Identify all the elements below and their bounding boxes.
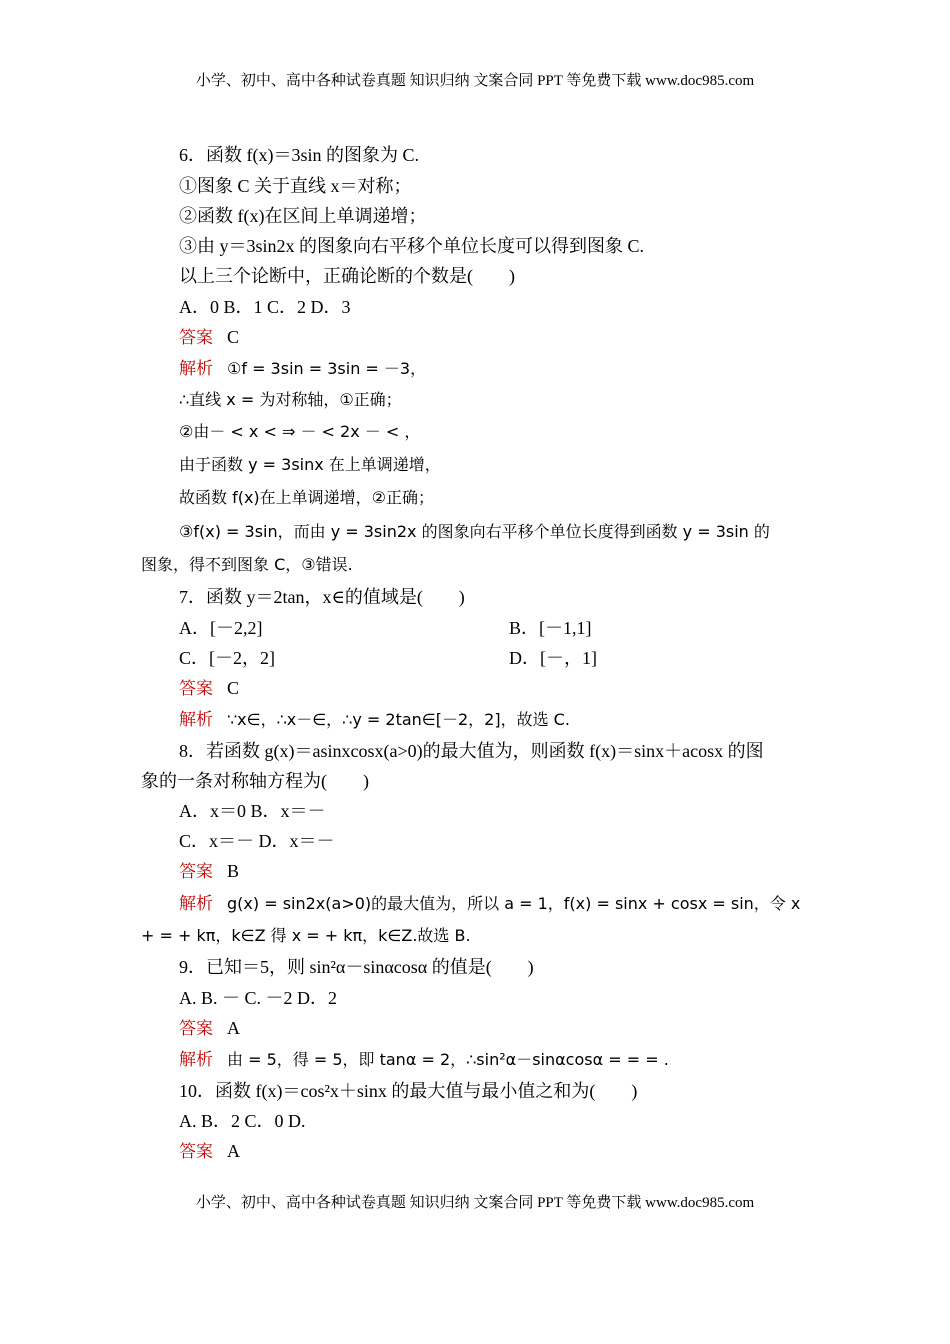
q7-option-c: C．[－2，2] — [179, 648, 275, 668]
q8-answer-line — [179, 859, 239, 884]
q8-analysis-2: + = + kπ，k∈Z 得 x = + kπ，k∈Z.故选 B. — [141, 926, 471, 945]
q7-stem: 7．函数 y＝2tan，x∈的值域是( ) — [179, 587, 465, 607]
q6-answer-line — [179, 325, 239, 350]
q9-answer: A — [227, 1018, 240, 1038]
q7-analysis-line — [179, 707, 570, 732]
analysis-label: 解析 — [179, 894, 213, 914]
answer-label: 答案 — [179, 1019, 213, 1039]
q8-analysis-1: g(x) = sin2x(a>0)的最大值为，所以 a = 1，f(x) = sinx + cosx = sin，令 x — [227, 894, 801, 913]
q7-option-b: B．[－1,1] — [509, 618, 592, 638]
analysis-label: 解析 — [179, 1050, 213, 1070]
q6-stem: 6．函数 f(x)＝3sin 的图象为 C. — [179, 145, 419, 165]
q6-statement-3: ③由 y＝3sin2x 的图象向右平移个单位长度可以得到图象 C. — [179, 236, 645, 256]
q6-analysis-1: ①f = 3sin = 3sin = －3， — [227, 359, 427, 378]
answer-label: 答案 — [179, 328, 213, 348]
q9-analysis-line — [179, 1047, 669, 1072]
analysis-label: 解析 — [179, 359, 213, 379]
q6-statement-1: ①图象 C 关于直线 x＝对称； — [179, 176, 412, 196]
q7-answer-line — [179, 676, 239, 701]
q10-stem: 10．函数 f(x)＝cos²x＋sinx 的最大值与最小值之和为( ) — [179, 1081, 638, 1101]
answer-label: 答案 — [179, 862, 213, 882]
q8-options-1: A．x＝0 B．x＝－ — [179, 801, 326, 821]
q7-answer: C — [227, 678, 240, 698]
q7-analysis-1: ∵x∈，∴x－∈，∴y = 2tan∈[－2，2]，故选 C. — [227, 710, 570, 729]
q6-analysis-5: 故函数 f(x)在上单调递增，②正确； — [179, 488, 435, 507]
analysis-label: 解析 — [179, 710, 213, 730]
q10-answer: A — [227, 1141, 240, 1161]
q6-analysis-3: ②由－ < x < ⇒ － < 2x － < ， — [179, 422, 421, 441]
q8-answer: B — [227, 861, 240, 881]
q7-option-a: A．[－2,2] — [179, 618, 263, 638]
q8-stem-1: 8．若函数 g(x)＝asinxcosx(a>0)的最大值为，则函数 f(x)＝sinx＋acosx 的图 — [179, 741, 764, 761]
q6-analysis-2: ∴直线 x = 为对称轴，①正确； — [179, 390, 402, 409]
q6-answer: C — [227, 327, 240, 347]
q9-answer-line — [179, 1016, 240, 1041]
q8-analysis-line-1 — [179, 891, 800, 916]
q6-analysis-6: ③f(x) = 3sin，而由 y = 3sin2x 的图象向右平移个单位长度得到函数 y = 3sin 的 — [179, 522, 770, 541]
q6-analysis-7: 图象，得不到图象 C，③错误. — [141, 555, 353, 574]
q7-options-row-2 — [179, 646, 597, 670]
q9-analysis-1: 由 = 5，得 = 5，即 tanα = 2，∴sin²α－sinαcosα = = = . — [227, 1050, 669, 1069]
q6-statement-2: ②函数 f(x)在区间上单调递增； — [179, 206, 427, 226]
answer-label: 答案 — [179, 679, 213, 699]
q10-answer-line — [179, 1139, 240, 1164]
q6-analysis-4: 由于函数 y = 3sinx 在上单调递增， — [179, 455, 441, 474]
q7-option-d: D．[－，1] — [509, 648, 597, 668]
q8-stem-2: 象的一条对称轴方程为( ) — [141, 771, 369, 791]
q10-options: A. B．2 C．0 D. — [179, 1111, 306, 1131]
q8-options-2: C．x＝－ D．x＝－ — [179, 831, 335, 851]
q6-options: A．0 B．1 C．2 D．3 — [179, 297, 351, 317]
q7-options-row-1 — [179, 616, 592, 640]
page-footer: 小学、初中、高中各种试卷真题 知识归纳 文案合同 PPT 等免费下载 www.doc985.com — [195, 1195, 755, 1211]
q6-analysis-line-1 — [179, 356, 426, 381]
answer-label: 答案 — [179, 1142, 213, 1162]
q9-options: A. B. － C. －2 D．2 — [179, 988, 338, 1008]
q6-question: 以上三个论断中，正确论断的个数是( ) — [179, 266, 515, 286]
q9-stem: 9．已知＝5，则 sin²α－sinαcosα 的值是( ) — [179, 957, 534, 977]
page-header: 小学、初中、高中各种试卷真题 知识归纳 文案合同 PPT 等免费下载 www.doc985.com — [195, 73, 755, 89]
